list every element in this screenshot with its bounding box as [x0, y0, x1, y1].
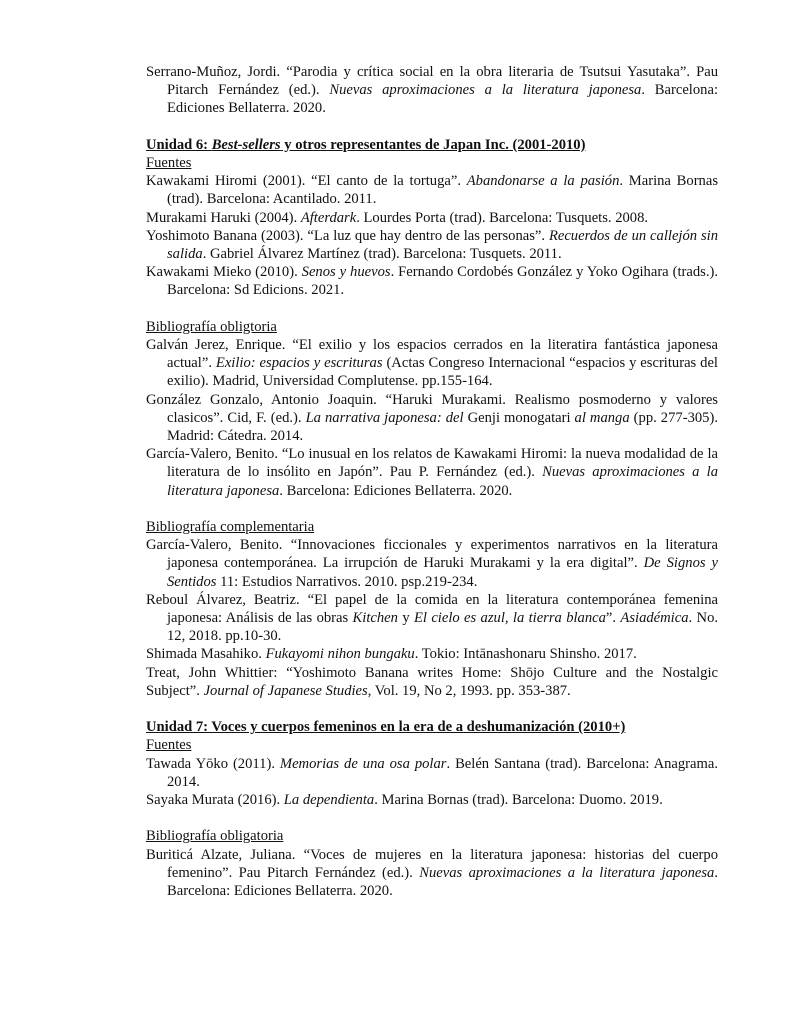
text-run: González Gonzalo, Antonio Joaquin. “Haruki Murakami. Realismo posmoderno y valores clasicos”. Cid, F. (ed.).	[146, 391, 718, 426]
bib-entry	[146, 536, 718, 591]
text-run: . Marina Bornas (trad). Barcelona: Duomo. 2019.	[374, 792, 663, 809]
text-run: . Barcelona: Ediciones Bellaterra. 2020.	[167, 864, 719, 900]
unit-6-complementaria-list	[146, 536, 718, 663]
text-run: ”.	[605, 610, 621, 627]
bib-entry	[146, 591, 718, 646]
italic-title: La dependienta	[283, 792, 375, 809]
unit-7-obligatoria-list	[146, 846, 718, 901]
text-run: Buriticá Alzate, Juliana. “Voces de mujeres en la literatura japonesa: historias del cuerpo femenino”. Pau Pitarch Fernández (ed.).	[146, 846, 718, 881]
bib-entry	[146, 227, 718, 263]
text-run: . Belén Santana (trad). Barcelona: Anagrama. 2014.	[167, 755, 718, 790]
italic-title: Exilio: espacios y escrituras	[215, 355, 383, 372]
bib-entry	[146, 645, 718, 663]
italic-title: Nuevas aproximaciones a la literatura japonesa	[329, 82, 642, 99]
unit-6-fuentes-label: Fuentes	[146, 155, 192, 171]
text-run: Kawakami Mieko (2010).	[146, 264, 302, 281]
text-run: Kawakami Hiromi (2001). “El canto de la tortuga”.	[146, 173, 467, 190]
text-run: . Marina Bornas (trad). Barcelona: Acantilado. 2011.	[167, 173, 719, 208]
text-run: (pp. 277-305). Madrid: Cátedra. 2014.	[167, 409, 718, 445]
text-run: Treat, John Whittier: “Yoshimoto Banana writes Home: Shōjo Culture and the Nostalgic Subject”.	[146, 664, 718, 699]
italic-title: Afterdark	[300, 209, 357, 226]
bib-entry	[146, 263, 718, 299]
italic-title: Fukayomi nihon bungaku	[265, 646, 415, 663]
document-page	[146, 63, 718, 900]
text-run: Yoshimoto Banana (2003). “La luz que hay dentro de las personas”.	[146, 227, 549, 244]
italic-title: Memorias de una osa polar	[279, 755, 447, 772]
italic-title: Kitchen	[352, 610, 398, 627]
unit-7-fuentes-list	[146, 755, 718, 810]
text-run: Murakami Haruki (2004).	[146, 209, 301, 226]
italic-title: Journal of Japanese Studies	[203, 682, 368, 699]
italic-title: Recuerdos de un callejón sin salida	[167, 227, 719, 263]
heading-italic: Best-sellers	[211, 136, 281, 153]
unit-7-fuentes-label: Fuentes	[146, 737, 192, 754]
italic-title: De Signos y Sentidos	[167, 555, 718, 590]
text-run: Tawada Yōko (2011).	[146, 755, 280, 772]
bib-entry	[146, 336, 718, 391]
text-run: Shimada Masahiko.	[146, 646, 266, 663]
text-run: Reboul Álvarez, Beatriz. “El papel de la comida en la literatura contemporánea femenina japonesa: Análisis de las obras	[146, 591, 718, 627]
italic-title: Abandonarse a la pasión	[466, 173, 620, 190]
text-run: Sayaka Murata (2016).	[146, 792, 284, 809]
bib-entry	[146, 63, 718, 118]
bib-entry	[146, 755, 718, 791]
unit-7-heading: Unidad 7: Voces y cuerpos femeninos en la era de a deshumanización (2010+)	[146, 719, 626, 736]
italic-title: La narrativa japonesa: del	[305, 409, 464, 426]
bib-entry	[146, 391, 718, 446]
text-run: y	[397, 610, 414, 627]
bib-entry	[146, 664, 718, 700]
text-run: . Barcelona: Ediciones Bellaterra. 2020.	[167, 82, 718, 117]
italic-title: El cielo es azul, la tierra blanca	[413, 610, 606, 627]
heading-suffix: y otros representantes de Japan Inc. (2001-2010)	[280, 136, 586, 153]
italic-title: Nuevas aproximaciones a la literatura japonesa	[167, 464, 719, 499]
unit-7-obligatoria-label: Bibliografía obligatoria	[146, 828, 284, 845]
unit-6-heading	[146, 136, 718, 154]
italic-title: al manga	[574, 409, 630, 426]
italic-title: Senos y huevos	[301, 264, 391, 281]
text-run: . Tokio: Intānashonaru Shinsho. 2017.	[414, 646, 637, 663]
bib-entry	[146, 172, 718, 208]
unit-6-fuentes-list	[146, 172, 718, 299]
text-run: . Barcelona: Ediciones Bellaterra. 2020.	[279, 482, 513, 499]
text-run: Genji monogatari	[463, 409, 575, 426]
unit-6-complementaria-label: Bibliografía complementaria	[146, 519, 315, 536]
bib-entry	[146, 791, 718, 809]
italic-title: Asiadémica	[620, 610, 689, 627]
text-run: . Lourdes Porta (trad). Barcelona: Tusquets. 2008.	[356, 209, 649, 226]
text-run: 11: Estudios Narrativos. 2010. psp.219-234.	[216, 573, 478, 590]
heading-prefix: Unidad 6:	[146, 136, 212, 153]
text-run: . No. 12, 2018. pp.10-30.	[167, 610, 719, 645]
text-run: Serrano-Muñoz, Jordi. “Parodia y crítica social en la obra literaria de Tsutsui Yasutaka”. Pau Pitarch Fernández (ed.).	[146, 64, 718, 99]
text-run: . Fernando Cordobés González y Yoko Ogihara (trads.). Barcelona: Sd Edicions. 2021.	[167, 264, 718, 299]
text-run: García-Valero, Benito. “Lo inusual en los relatos de Kawakami Hiromi: la nueva modalidad de la literatura de lo insólito en Japón”. Pau P. Fernández (ed.).	[146, 446, 718, 481]
text-run: Galván Jerez, Enrique. “El exilio y los espacios cerrados en la literatira fantástica japonesa actual”.	[146, 337, 718, 372]
bib-entry	[146, 846, 718, 901]
text-run: , Vol. 19, No 2, 1993. pp. 353-387.	[367, 682, 571, 699]
text-run: . Gabriel Álvarez Martínez (trad). Barcelona: Tusquets. 2011.	[202, 246, 562, 263]
unit-6-obligatoria-list	[146, 336, 718, 500]
text-run: (Actas Congreso Internacional “espacios y escrituras del exilio). Madrid, Universidad Complutense. pp.155-164.	[167, 355, 718, 390]
unit-6-obligatoria-label: Bibliografía obligtoria	[146, 318, 277, 335]
italic-title: Nuevas aproximaciones a la literatura japonesa	[419, 864, 715, 881]
bib-entry	[146, 445, 718, 500]
bib-entry	[146, 209, 718, 227]
text-run: García-Valero, Benito. “Innovaciones ficcionales y experimentos narrativos en la literatura japonesa contemporánea. La irrupción de Haruki Murakami y la era digital”.	[146, 537, 718, 572]
